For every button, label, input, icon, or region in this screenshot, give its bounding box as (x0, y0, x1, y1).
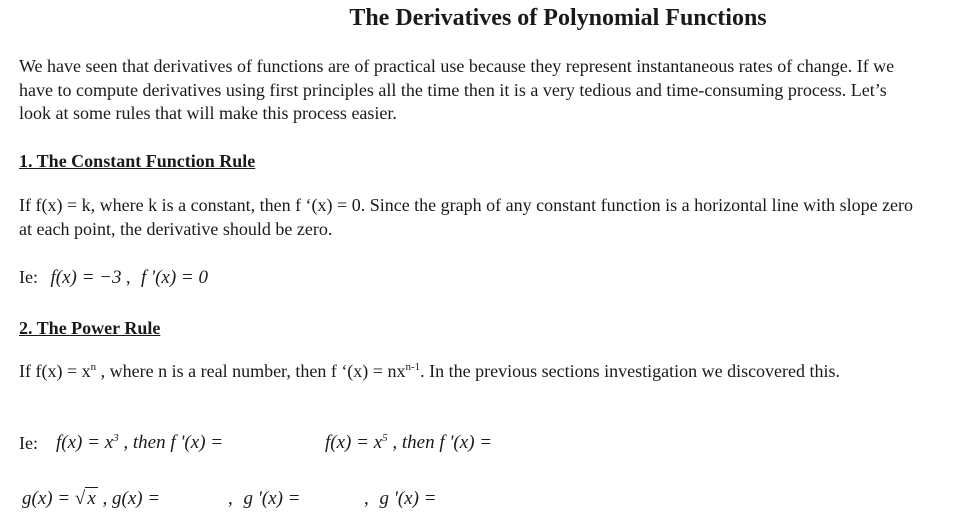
section-1-body: If f(x) = k, where k is a constant, then f ‘(x) = 0. Since the graph of any constant function is a horizontal line with slope zero at each point, the derivative should be zero. (19, 195, 914, 239)
ex3-radicand: x (87, 488, 96, 509)
ex2-lhs: f(x) = x (325, 432, 383, 453)
example-f-prime-equation: f '(x) = 0 (141, 267, 209, 288)
section-1-heading: 1. The Constant Function Rule (19, 151, 256, 171)
section-2-example-label: Ie: (19, 433, 38, 453)
ex5-g-prime: g '(x) = (379, 488, 437, 509)
power-rule-prefix: If f(x) = x (19, 361, 91, 381)
ex1-lhs: f(x) = x (56, 432, 114, 453)
example-g-prime-2 (364, 487, 436, 511)
ex2-then: , then f '(x) = (392, 432, 493, 453)
ex3-separator: , (102, 488, 108, 509)
power-rule-exponent-n-minus-1: n-1 (405, 361, 421, 373)
ex5-separator: , (364, 488, 369, 509)
ex1-exponent: 3 (113, 432, 119, 444)
power-rule-suffix: . In the previous sections investigation we discovered this. (420, 361, 841, 381)
power-rule-mid: , where n is a real number, then f ‘(x) = nx (96, 361, 406, 381)
ex1-then: , then f '(x) = (123, 432, 224, 453)
page-title: The Derivatives of Polynomial Functions (349, 5, 767, 31)
example-g-prime-1 (228, 487, 300, 511)
section-1-example (19, 266, 208, 289)
title-container (0, 4, 960, 32)
example-separator: , (126, 267, 131, 287)
section-2-heading: 2. The Power Rule (19, 318, 161, 338)
example-f-equation: f(x) = −3 (50, 267, 122, 288)
section-2-body (19, 360, 919, 384)
power-rule-exponent-n: n (90, 361, 97, 373)
ex2-exponent: 5 (382, 432, 388, 444)
example-sqrt-x (22, 487, 160, 511)
ex4-separator: , (228, 488, 233, 509)
sqrt-symbol-icon: √ (74, 488, 86, 509)
ex4-g-prime: g '(x) = (243, 488, 301, 509)
ex3-lhs: g(x) = (22, 488, 75, 509)
ex3-g-equals: g(x) = (112, 488, 161, 509)
example-x-fifth (325, 431, 492, 455)
example-label: Ie: (19, 267, 38, 287)
intro-paragraph: We have seen that derivatives of functions are of practical use because they represent instantaneous rates of change. If we have to compute derivatives using first principles all the time then it is a very tedious and time-consuming process. Let’s look at some rules that will make this process easier. (19, 56, 895, 123)
example-x-cubed (56, 431, 223, 455)
